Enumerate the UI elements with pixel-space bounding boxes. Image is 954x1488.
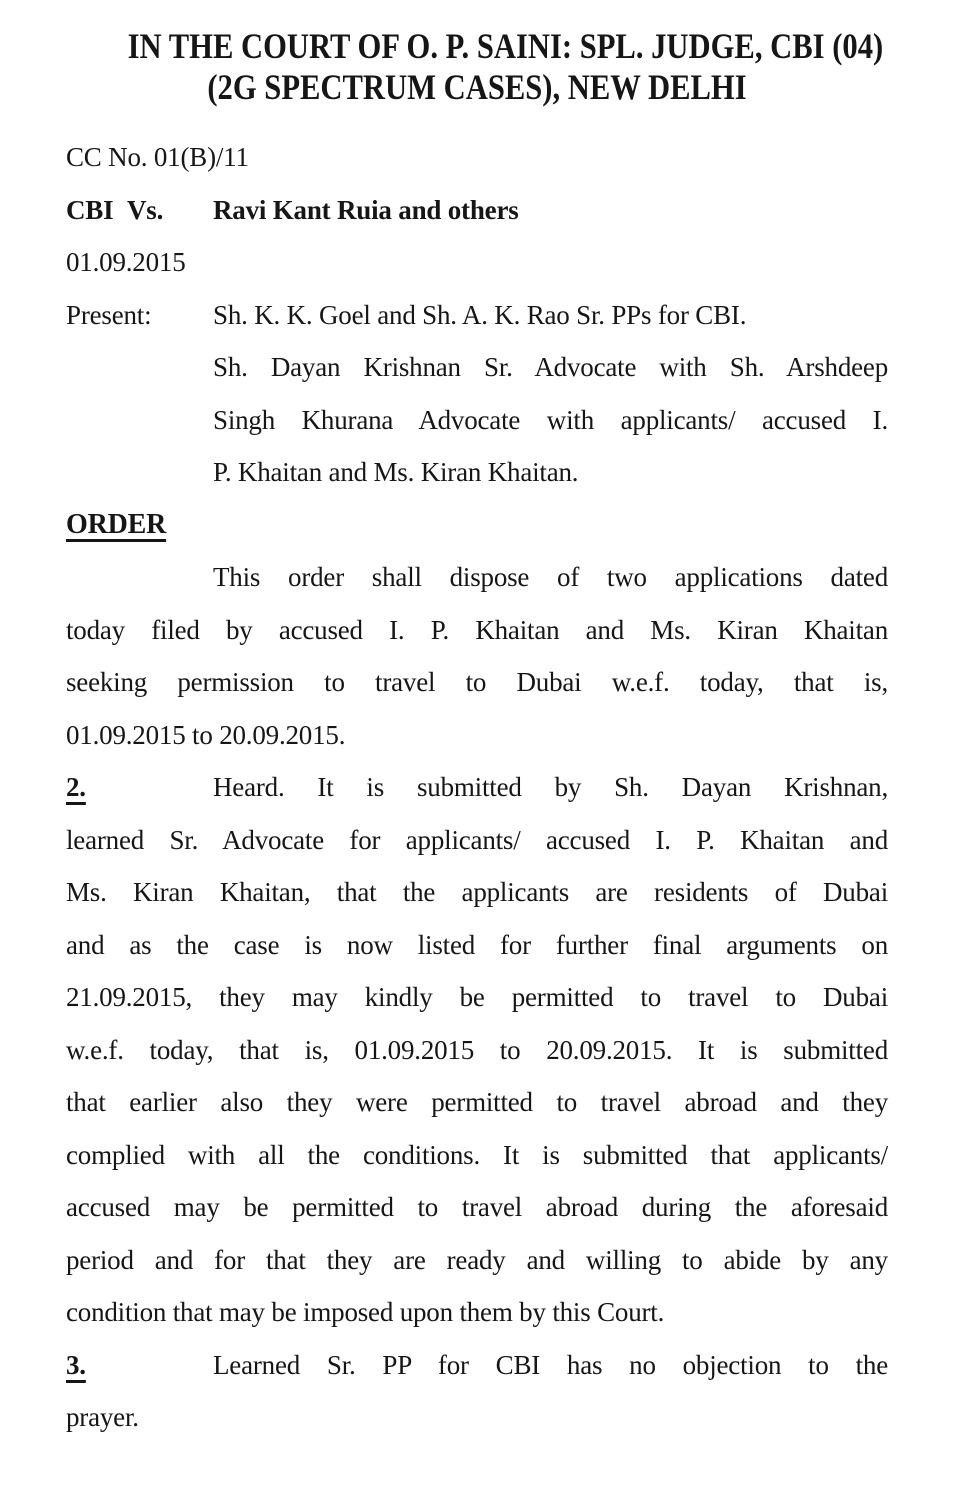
paragraph-3-lines: Learned Sr. PP for CBI has no objection to the prayer. bbox=[66, 1349, 888, 1432]
paragraph-2-lines: Heard. It is submitted by Sh. Dayan Krishnan, learned Sr. Advocate for applicants/ accused I. P. Khaitan and Ms. Kiran Khaitan, that the applicants are residents of Dubai and as the case is now listed for further final arguments on 21.09.2015, they may kindly be permitted to travel to Dubai w.e.f. today, that is, 01.09.2015 to 20.09.2015. It is submitted that earlier also they were permitted to travel abroad and they complied with all the conditions. It is submitted that applicants/ accused may be permitted to travel abroad during the aforesaid period and for that they are ready and willing to abide by any condition that may be imposed upon them by this Court. bbox=[66, 772, 888, 1327]
court-title-line-1: IN THE COURT OF O. P. SAINI: SPL. JUDGE, CBI (04) bbox=[127, 26, 884, 66]
order-paragraph-1 bbox=[66, 551, 888, 761]
paragraph-3-number: 3. bbox=[66, 1349, 86, 1380]
paragraph-1-lines: This order shall dispose of two applications dated today filed by accused I. P. Khaitan and Ms. Kiran Khaitan seeking permission to travel to Dubai w.e.f. today, that is, 01.09.2015 to 20.09.2015. bbox=[66, 562, 888, 750]
present-label: Present: bbox=[66, 299, 152, 330]
party-respondent: Ravi Kant Ruia and others bbox=[213, 194, 519, 225]
case-number: CC No. 01(B)/11 bbox=[66, 142, 249, 172]
party-petitioner: CBI bbox=[66, 194, 114, 225]
court-title-line-2: (2G SPECTRUM CASES), NEW DELHI bbox=[207, 67, 747, 107]
present-entry-cbi-counsel: Sh. K. K. Goel and Sh. A. K. Rao Sr. PPs for CBI. bbox=[213, 299, 747, 330]
party-versus: Vs. bbox=[127, 194, 164, 225]
paragraph-2-number: 2. bbox=[66, 772, 86, 802]
order-paragraph-2 bbox=[66, 761, 888, 1339]
order-heading: ORDER bbox=[66, 508, 167, 540]
present-entry-defence-counsel: Sh. Dayan Krishnan Sr. Advocate with Sh. Arshdeep Singh Khurana Advocate with applicants/ accused I. P. Khaitan and Ms. Kiran Khaitan. bbox=[213, 352, 888, 487]
document-header bbox=[66, 26, 888, 108]
order-date: 01.09.2015 bbox=[66, 247, 186, 277]
present-block bbox=[66, 289, 888, 499]
order-paragraph-3 bbox=[66, 1339, 888, 1444]
case-parties bbox=[66, 184, 888, 237]
document-body bbox=[66, 131, 888, 1444]
